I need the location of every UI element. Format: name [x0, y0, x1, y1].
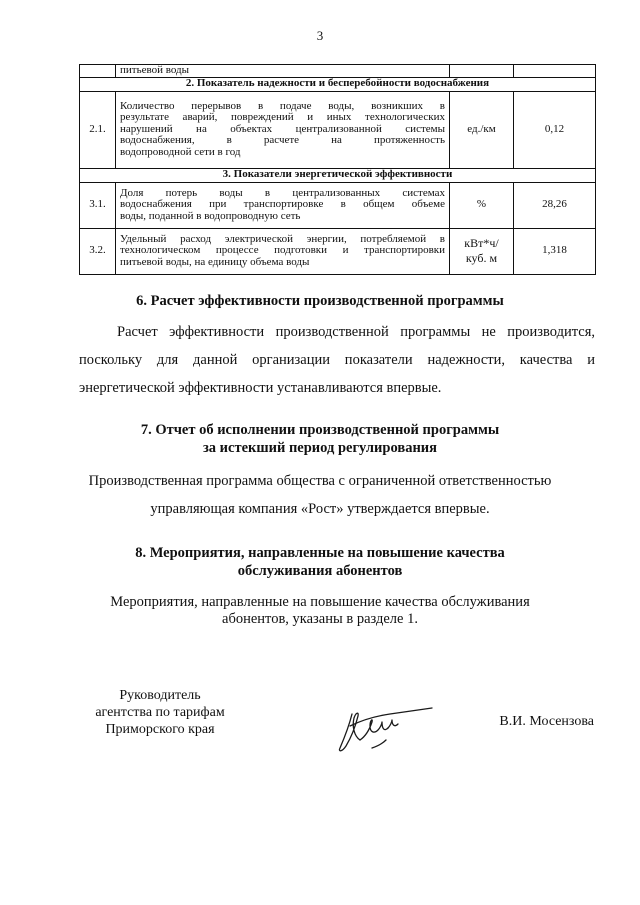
value-cell: 0,12 [514, 91, 596, 168]
num-cell [80, 65, 116, 78]
paragraph-line: поскольку для данной организации показатели надежности, качества и [79, 352, 595, 368]
indicators-table [79, 64, 596, 275]
description-line: водопроводной сети в год [120, 145, 241, 158]
description-line: водоснабжения при транспортировке в общем объеме [120, 198, 445, 211]
description-line: технологическом процессе подготовки и транспортировки [120, 244, 445, 257]
unit-cell [450, 228, 514, 274]
description-cell [116, 228, 450, 274]
heading-line: обслуживания абонентов [237, 563, 403, 579]
section-7-line: управляющая компания «Рост» утверждается впервые. [150, 501, 490, 517]
section-row [80, 77, 596, 91]
row-number: 2.1. [80, 91, 116, 168]
signer-title-line: Приморского края [105, 722, 215, 737]
heading-line: 8. Мероприятия, направленные на повышение качества [135, 545, 505, 561]
heading-line: за истекший период регулирования [202, 440, 438, 456]
paragraph-line: Расчет эффективности производственной программы не производится, [117, 324, 595, 340]
table-row [80, 65, 596, 78]
signer-title [90, 687, 230, 738]
section-row [80, 168, 596, 182]
page-number: 3 [316, 28, 324, 43]
description-line: Доля потерь воды в централизованных системах [120, 186, 445, 199]
signer-name: В.И. Мосензова [499, 714, 594, 729]
table-row [80, 228, 596, 274]
section-7-heading [0, 421, 640, 457]
section-7-line: Производственная программа общества с ограниченной ответственностью [88, 473, 552, 489]
description-line: Количество перерывов в подаче воды, возникших в [120, 99, 445, 112]
paragraph-line: энергетической эффективности устанавливаются впервые. [79, 380, 442, 396]
value-cell [514, 65, 596, 78]
unit-cell: % [450, 182, 514, 228]
handwritten-signature [332, 692, 442, 758]
description-line: водоснабжения, в расчете на протяженность [120, 134, 445, 147]
description-line: питьевой воды, на единицу объема воды [120, 255, 310, 268]
signer-title-line: агентства по тарифам [95, 705, 225, 720]
description-cell [116, 182, 450, 228]
description-line: нарушений на объектах централизованной системы [120, 122, 445, 135]
section-6-heading: 6. Расчет эффективности производственной программы [136, 293, 504, 309]
signer-title-line: Руководитель [119, 688, 201, 703]
table-row [80, 182, 596, 228]
description-cell: питьевой воды [116, 65, 450, 78]
unit-line: кВт*ч/ [464, 236, 499, 250]
section-8-line: абонентов, указаны в разделе 1. [222, 611, 418, 627]
section-2-title: 2. Показатель надежности и бесперебойности водоснабжения [80, 77, 596, 91]
value-cell: 28,26 [514, 182, 596, 228]
heading-line: 7. Отчет об исполнении производственной программы [140, 422, 500, 438]
table-row [80, 91, 596, 168]
unit-cell [450, 65, 514, 78]
row-number: 3.1. [80, 182, 116, 228]
unit-line: куб. м [465, 251, 498, 265]
value-cell: 1,318 [514, 228, 596, 274]
description-cell [116, 91, 450, 168]
description-line: результате аварий, повреждений и иных технологических [120, 111, 445, 124]
description-line: воды, поданной в водопроводную сеть [120, 209, 301, 222]
section-8-heading [0, 544, 640, 580]
section-6-paragraph [79, 318, 595, 402]
row-number: 3.2. [80, 228, 116, 274]
section-8-line: Мероприятия, направленные на повышение качества обслуживания [110, 594, 530, 610]
unit-cell: ед./км [450, 91, 514, 168]
description-line: Удельный расход электрической энергии, потребляемой в [120, 232, 445, 245]
section-3-title: 3. Показатели энергетической эффективности [80, 168, 596, 182]
